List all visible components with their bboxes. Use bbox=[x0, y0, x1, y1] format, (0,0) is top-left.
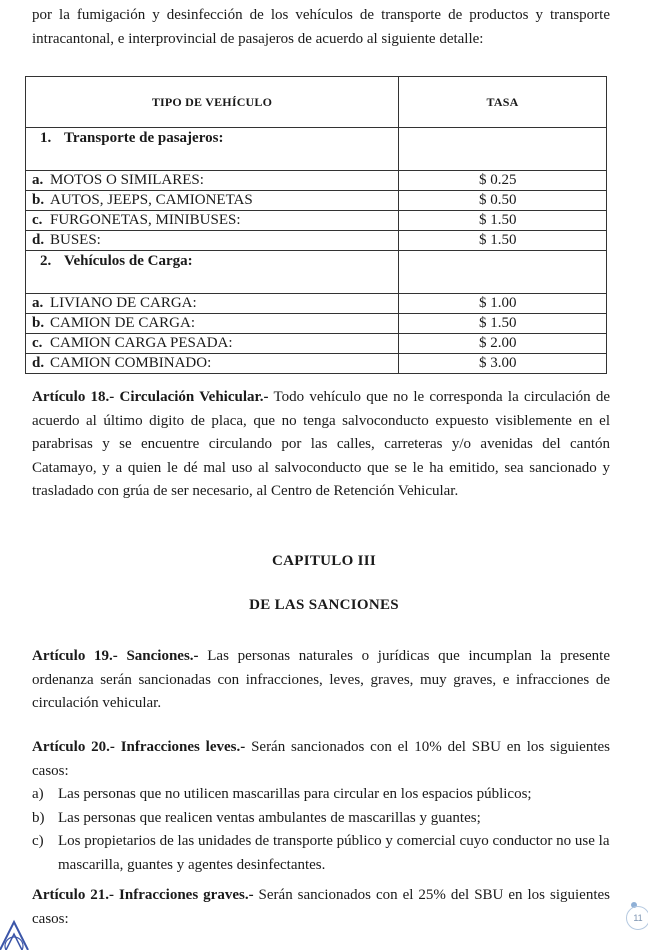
article-20-list bbox=[32, 783, 612, 877]
row-rate: $ 1.50 bbox=[399, 231, 607, 251]
row-vehicle-type: AUTOS, JEEPS, CAMIONETAS bbox=[50, 192, 253, 208]
list-item-label: a) bbox=[32, 786, 44, 802]
row-letter: c. bbox=[32, 335, 43, 351]
article-19-label: Artículo 19.- Sanciones.- bbox=[32, 648, 199, 664]
row-letter: b. bbox=[32, 192, 45, 208]
row-letter: a. bbox=[32, 172, 44, 188]
table-row bbox=[26, 314, 607, 334]
row-rate: $ 2.00 bbox=[399, 334, 607, 354]
section-title: Vehículos de Carga: bbox=[64, 253, 193, 269]
row-rate: $ 1.50 bbox=[399, 211, 607, 231]
article-19 bbox=[32, 645, 610, 716]
list-item-text: Los propietarios de las unidades de transporte público y comercial cuyo conductor no use la mascarilla, guantes y agentes desinfectantes. bbox=[58, 833, 610, 873]
table-row bbox=[26, 211, 607, 231]
row-vehicle-type: FURGONETAS, MINIBUSES: bbox=[50, 212, 241, 228]
article-20-label: Artículo 20.- Infracciones leves.- bbox=[32, 739, 246, 755]
chapter-subtitle: DE LAS SANCIONES bbox=[249, 597, 399, 613]
article-21-text: Serán sancionados con el 25% del SBU en los siguientes casos: bbox=[32, 887, 610, 927]
table-row bbox=[26, 171, 607, 191]
list-item-label: b) bbox=[32, 809, 45, 826]
article-19-text: Las personas naturales o jurídicas que incumplan la presente ordenanza serán sancionadas con infracciones, leves, graves, muy graves, e infracciones de circulación vehicular. bbox=[32, 648, 610, 711]
article-20-text: Serán sancionados con el 10% del SBU en los siguientes casos: bbox=[32, 739, 611, 779]
section-number: 1. bbox=[40, 130, 52, 146]
article-18 bbox=[32, 386, 610, 504]
table-header-row bbox=[26, 77, 607, 128]
row-rate: $ 0.25 bbox=[399, 171, 607, 191]
row-vehicle-type: BUSES: bbox=[50, 232, 101, 248]
list-item bbox=[32, 783, 612, 807]
chapter-title: CAPITULO III bbox=[271, 553, 377, 569]
table-section-row bbox=[26, 128, 607, 171]
row-letter: d. bbox=[32, 355, 45, 371]
article-20 bbox=[32, 736, 610, 783]
list-item bbox=[32, 807, 612, 831]
list-item-text: Las personas que realicen ventas ambulantes de mascarillas y guantes; bbox=[58, 809, 481, 826]
intro-paragraph: por la fumigación y desinfección de los vehículos de transporte de productos y transporte intracantonal, e interprovincial de pasajeros de acuerdo al siguiente detalle: bbox=[32, 7, 610, 47]
table-row bbox=[26, 231, 607, 251]
row-rate: $ 1.00 bbox=[399, 294, 607, 314]
article-18-label: Artículo 18.- Circulación Vehicular.- bbox=[32, 389, 269, 405]
section-title: Transporte de pasajeros: bbox=[64, 130, 224, 146]
vehicle-fee-table bbox=[25, 76, 607, 374]
article-21 bbox=[32, 884, 610, 931]
article-21-label: Artículo 21.- Infracciones graves.- bbox=[32, 887, 254, 903]
table-row bbox=[26, 334, 607, 354]
article-18-text: Todo vehículo que no le corresponda la circulación de acuerdo al último digito de placa, que no tenga salvoconducto expuesto visiblemente en el parabrisas y se encuentre circulando por las calles, carreteras y/o avenidas del cantón Catamayo, y a quien le dé mal uso al salvoconducto que se le ha emitido, sea sancionado y trasladado con grúa de ser necesario, al Centro de Retención Vehicular. bbox=[32, 389, 610, 499]
row-vehicle-type: CAMION DE CARGA: bbox=[50, 315, 196, 331]
header-rate: TASA bbox=[399, 77, 607, 128]
table-row bbox=[26, 294, 607, 314]
table-section-row bbox=[26, 251, 607, 294]
stamp-seal-icon bbox=[0, 910, 54, 950]
row-letter: d. bbox=[32, 232, 45, 248]
row-rate: $ 3.00 bbox=[399, 354, 607, 374]
row-letter: b. bbox=[32, 315, 45, 331]
row-rate: $ 1.50 bbox=[399, 314, 607, 334]
row-vehicle-type: CAMION CARGA PESADA: bbox=[50, 335, 233, 351]
row-letter: c. bbox=[32, 212, 43, 228]
header-vehicle-type: TIPO DE VEHÍCULO bbox=[26, 77, 399, 128]
list-item-text: Las personas que no utilicen mascarillas para circular en los espacios públicos; bbox=[58, 786, 532, 802]
table-row bbox=[26, 191, 607, 211]
page-number: 11 bbox=[626, 906, 648, 930]
list-item bbox=[32, 830, 612, 877]
row-vehicle-type: MOTOS O SIMILARES: bbox=[50, 172, 204, 188]
section-number: 2. bbox=[40, 253, 52, 269]
row-vehicle-type: CAMION COMBINADO: bbox=[50, 355, 212, 371]
list-item-label: c) bbox=[32, 833, 44, 849]
table-row bbox=[26, 354, 607, 374]
row-vehicle-type: LIVIANO DE CARGA: bbox=[50, 295, 197, 311]
row-letter: a. bbox=[32, 295, 44, 311]
row-rate: $ 0.50 bbox=[399, 191, 607, 211]
